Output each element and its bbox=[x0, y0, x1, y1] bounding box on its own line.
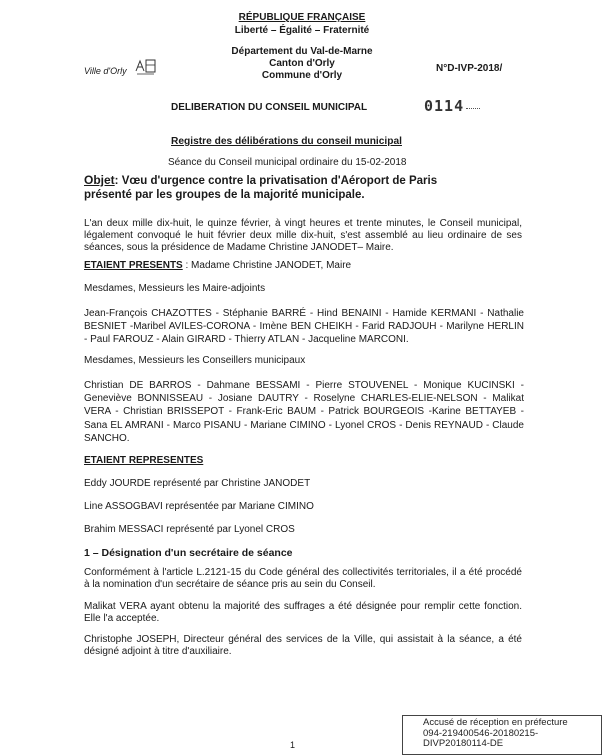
objet-text: : Vœu d'urgence contre la privatisation d'Aéroport de Paris bbox=[114, 175, 438, 187]
presents-label: ETAIENT PRESENTS bbox=[84, 260, 183, 271]
adjoints-list: Jean-François CHAZOTTES - Stéphanie BARRÉ - Hind BENAINI - Hamide KERMANI - Nathalie BESNIET -Maribel AVILES-CORONA - Imène BEN CHEIKH - Farid RADJOUH - Marilyne HERLIN - Paul FAROUZ - Alain GIRARD - Thierry ATLAN - Jacqueline MARCONI. bbox=[84, 308, 524, 346]
section1-title: 1 – Désignation d'un secrétaire de séance bbox=[84, 547, 293, 559]
page-number: 1 bbox=[290, 740, 296, 750]
canton: Canton d'Orly bbox=[269, 58, 335, 69]
prefecture-stamp bbox=[402, 715, 602, 755]
deliberation-title: DELIBERATION DU CONSEIL MUNICIPAL bbox=[171, 102, 368, 113]
section1-paragraph: Conformément à l'article L.2121-15 du Code général des collectivités territoriales, il a été procédé à la nomination d'un secrétaire de séance pris au sein du Conseil. bbox=[84, 567, 522, 591]
handwritten-number: 0114 bbox=[424, 97, 465, 115]
objet-line-1 bbox=[84, 173, 524, 187]
representes-item: Eddy JOURDE représenté par Christine JANODET bbox=[84, 478, 311, 489]
stamp-line: Accusé de réception en préfecture bbox=[423, 717, 568, 728]
conseillers-heading: Mesdames, Messieurs les Conseillers municipaux bbox=[84, 355, 306, 366]
stamp-line: 094-219400546-20180215- bbox=[423, 727, 539, 739]
objet-line-2: présenté par les groupes de la majorité municipale. bbox=[84, 189, 365, 201]
conseillers-list: Christian DE BARROS - Dahmane BESSAMI - Pierre STOUVENEL - Monique KUCINSKI - Geneviève BONNISSEAU - Josiane DAUTRY - Roselyne CHARLES-ELIE-NELSON - Malikat VERA - Christian BRISSEPOT - Frank-Eric BAUM - Patrick BOURGEOIS -Karine BETTAYEB - Sana EL AMRANI - Marco PISANU - Mariane CIMINO - Lyonel CROS - Denis REYNAUD - Claude SANCHO. bbox=[84, 380, 524, 444]
reference-number: N°D-IVP-2018/ bbox=[436, 63, 503, 74]
presents-line bbox=[84, 260, 351, 272]
representes-item: Line ASSOGBAVI représentée par Mariane CIMINO bbox=[84, 501, 314, 512]
motto: Liberté – Égalité – Fraternité bbox=[234, 25, 370, 36]
intro-paragraph: L'an deux mille dix-huit, le quinze février, à vingt heures et trente minutes, le Conseil municipal, légalement convoqué le huit février deux mille dix-huit, s'est assemblé au lieu ordinaire de ses séances, sous la présidence de Madame Christine JANODET– Maire. bbox=[84, 218, 522, 254]
department: Département du Val-de-Marne bbox=[231, 46, 373, 57]
commune: Commune d'Orly bbox=[261, 70, 343, 81]
objet-label: Objet bbox=[84, 173, 115, 187]
adjoints-heading: Mesdames, Messieurs les Maire-adjoints bbox=[84, 283, 266, 294]
republic-heading: RÉPUBLIQUE FRANÇAISE bbox=[238, 12, 366, 23]
ville-label: Ville d'Orly bbox=[84, 66, 127, 76]
session-line: Séance du Conseil municipal ordinaire du 15-02-2018 bbox=[168, 157, 407, 168]
stamp-line: DIVP20180114-DE bbox=[423, 738, 504, 749]
representes-item: Brahim MESSACI représenté par Lyonel CROS bbox=[84, 524, 295, 535]
handwritten-dots bbox=[466, 108, 480, 112]
section1-paragraph: Malikat VERA ayant obtenu la majorité des suffrages a été désignée pour remplir cette fonction. Elle l'a acceptée. bbox=[84, 601, 522, 625]
register-title: Registre des délibérations du conseil municipal bbox=[171, 136, 402, 147]
city-emblem-icon bbox=[134, 57, 158, 79]
representes-label: ETAIENT REPRESENTES bbox=[84, 455, 204, 466]
section1-paragraph: Christophe JOSEPH, Directeur général des services de la Ville, qui assistait à la séance, a été désigné adjoint à titre d'auxiliaire. bbox=[84, 634, 522, 658]
presents-mayor: : Madame Christine JANODET, Maire bbox=[182, 260, 352, 271]
